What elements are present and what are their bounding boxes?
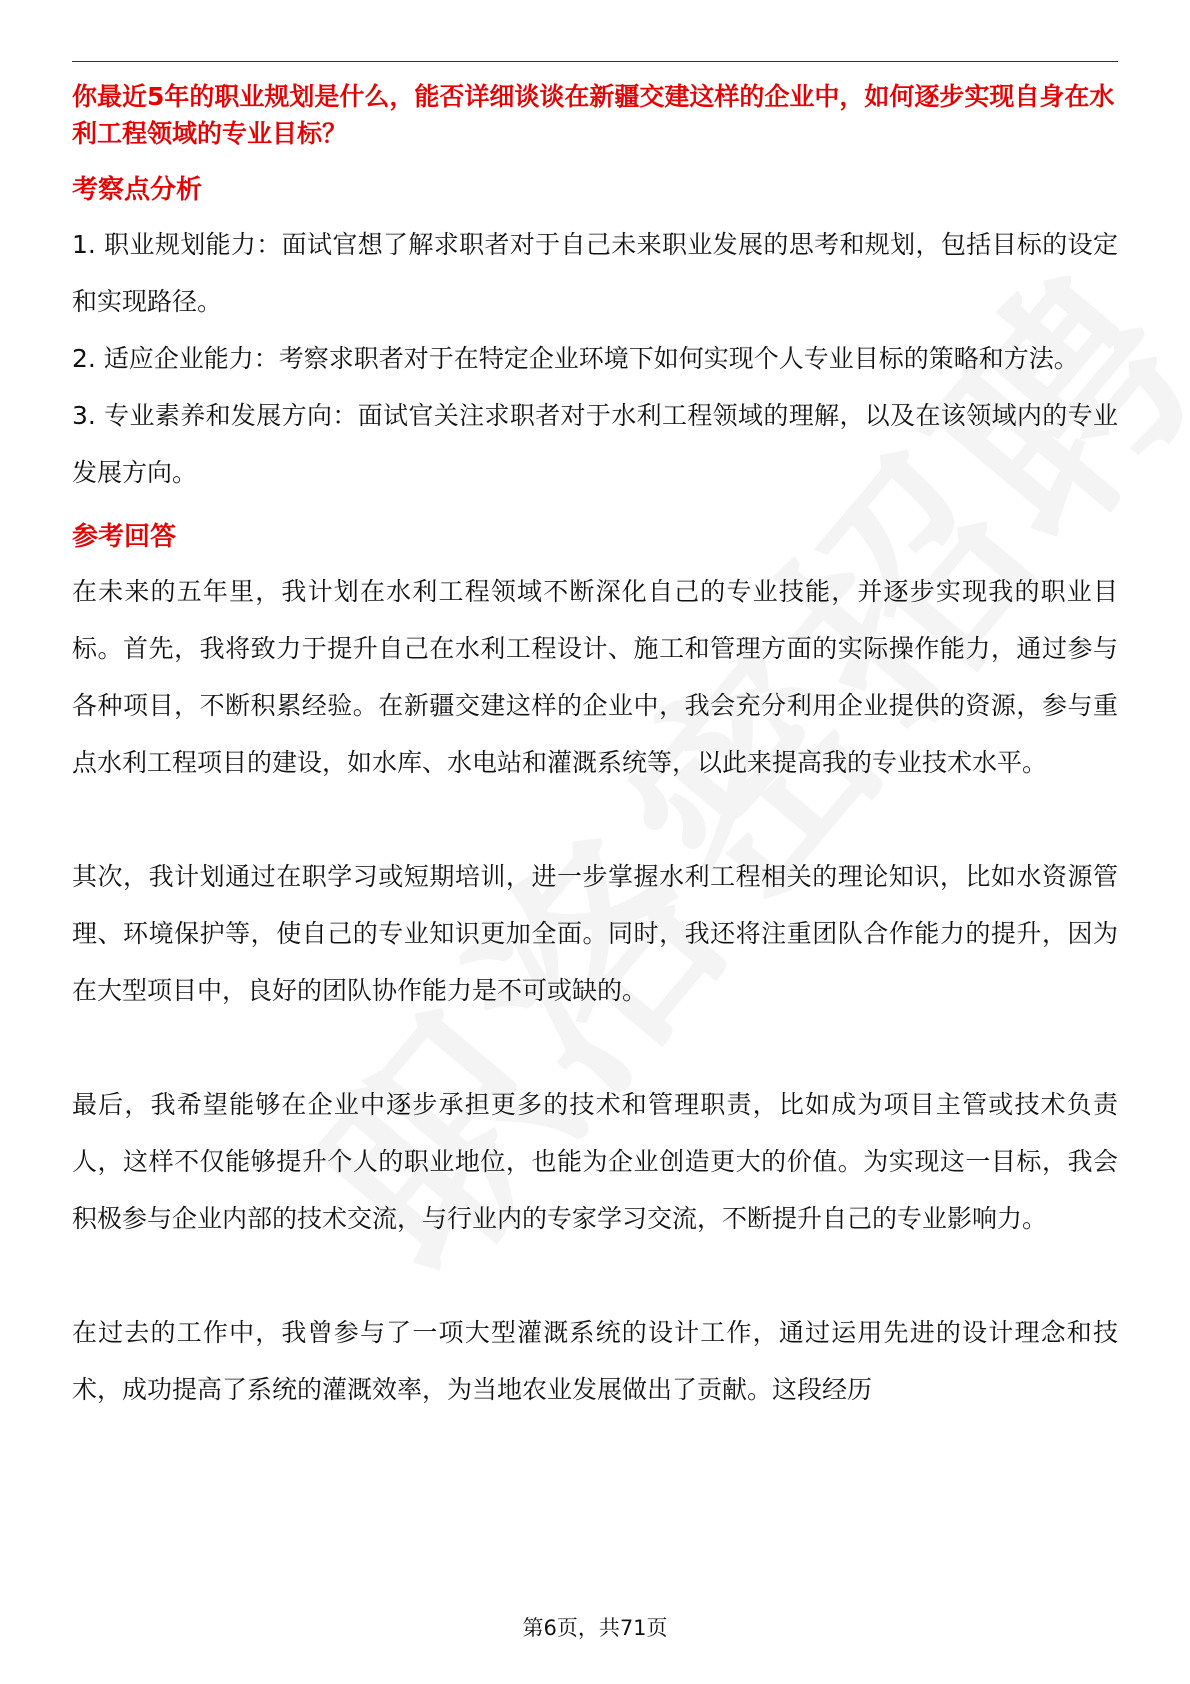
analysis-point: 2. 适应企业能力：考察求职者对于在特定企业环境下如何实现个人专业目标的策略和方法。 (72, 344, 1079, 373)
analysis-points (72, 216, 1118, 501)
answer-paragraph: 在未来的五年里，我计划在水利工程领域不断深化自己的专业技能，并逐步实现我的职业目标。首先，我将致力于提升自己在水利工程设计、施工和管理方面的实际操作能力，通过参与各种项目，不断积累经验。在新疆交建这样的企业中，我会充分利用企业提供的资源，参与重点水利工程项目的建设，如水库、水电站和灌溉系统等，以此来提高我的专业技术水平。 (72, 577, 1118, 777)
page-content (72, 78, 1118, 1475)
page-number-footer: 第6页，共71页 (522, 1616, 668, 1640)
analysis-point: 1. 职业规划能力：面试官想了解求职者对于自己未来职业发展的思考和规划，包括目标的设定和实现路径。 (72, 230, 1118, 316)
analysis-heading: 考察点分析 (72, 175, 203, 205)
answer-paragraph: 最后，我希望能够在企业中逐步承担更多的技术和管理职责，比如成为项目主管或技术负责人，这样不仅能够提升个人的职业地位，也能为企业创造更大的价值。为实现这一目标，我会积极参与企业内部的技术交流，与行业内的专家学习交流，不断提升自己的专业影响力。 (72, 1090, 1118, 1233)
question-title: 你最近5年的职业规划是什么，能否详细谈谈在新疆交建这样的企业中，如何逐步实现自身在水利工程领域的专业目标？ (72, 82, 1115, 148)
analysis-point: 3. 专业素养和发展方向：面试官关注求职者对于水利工程领域的理解，以及在该领域内的专业发展方向。 (72, 401, 1118, 487)
answer-heading: 参考回答 (72, 522, 177, 552)
top-divider (72, 61, 1118, 62)
answer-paragraph: 在过去的工作中，我曾参与了一项大型灌溉系统的设计工作，通过运用先进的设计理念和技术，成功提高了系统的灌溉效率，为当地农业发展做出了贡献。这段经历 (72, 1318, 1118, 1404)
answer-paragraph: 其次，我计划通过在职学习或短期培训，进一步掌握水利工程相关的理论知识，比如水资源管理、环境保护等，使自己的专业知识更加全面。同时，我还将注重团队合作能力的提升，因为在大型项目中，良好的团队协作能力是不可或缺的。 (72, 862, 1118, 1005)
answer-body (72, 563, 1118, 1418)
